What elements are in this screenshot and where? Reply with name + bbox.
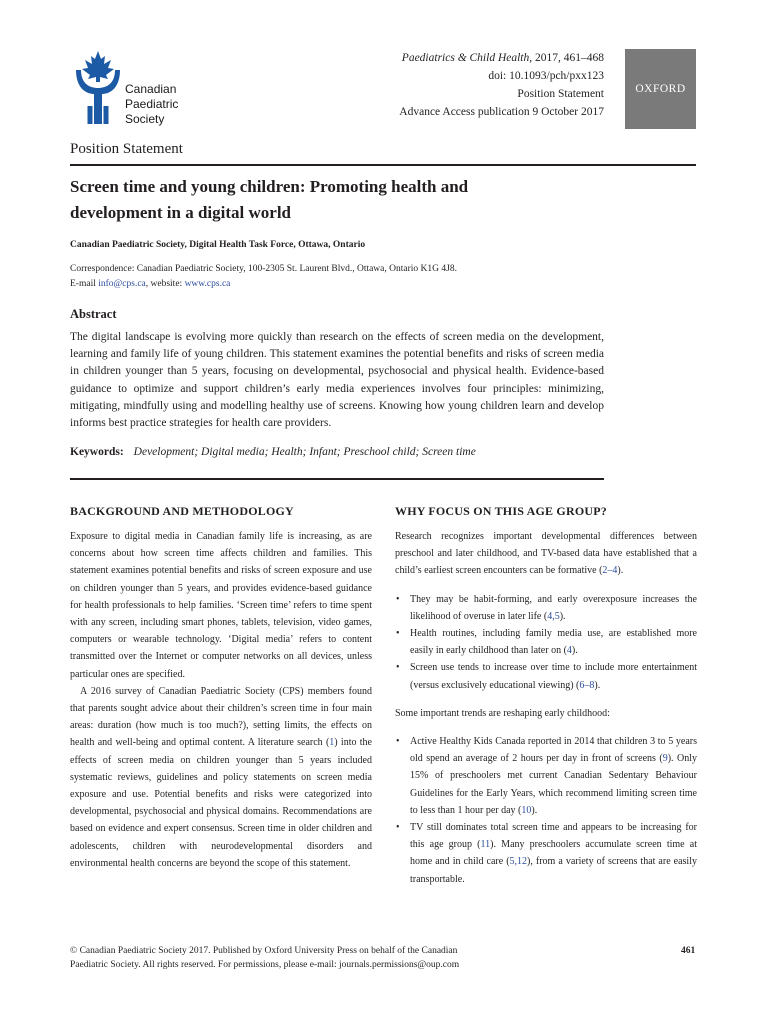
bullet-icon: • bbox=[396, 593, 400, 605]
list-item-text-b: ). bbox=[559, 610, 566, 622]
copyright-line-2: Paediatric Society. All rights reserved. For permissions, please e-mail: journals.permissions@oup.com bbox=[70, 960, 460, 971]
background-paragraph-1: Exposure to digital media in Canadian family life is increasing, as are concerns about how screen time affects children and families. This statement examines potential benefits and risks of screen exposure and use on children younger than 5 years, and provides evidence-based guidance for health professionals to help families. ‘Screen time’ refers to time spent with any screen, including smart phones, tablets, television, video games, computers or wearable technology. ‘Digital media’ refers to content transmitted over the Internet or computer networks on all devices, unless particular ones are specified. bbox=[70, 531, 372, 680]
bullet-icon: • bbox=[396, 822, 400, 834]
reasons-list bbox=[395, 591, 697, 694]
list-item-text-a: They may be habit-forming, and early overexposure increases the likelihood of overuse in later life ( bbox=[410, 593, 697, 622]
reference-link[interactable]: 2–4 bbox=[602, 565, 618, 577]
contact-line bbox=[70, 277, 457, 292]
website-link[interactable]: www.cps.ca bbox=[184, 279, 231, 289]
bullet-icon: • bbox=[396, 736, 400, 748]
trends-list bbox=[395, 733, 697, 888]
list-item-text-a: Screen use tends to increase over time to include more entertainment (versus exclusively educational viewing) ( bbox=[410, 662, 697, 691]
reference-link[interactable]: 5,12 bbox=[509, 856, 528, 868]
correspondence bbox=[70, 262, 457, 292]
keywords bbox=[70, 446, 476, 458]
logo-line-3: Society bbox=[125, 112, 165, 126]
reference-link[interactable]: 4,5 bbox=[547, 610, 560, 622]
list-item bbox=[395, 625, 697, 659]
journal-citation-line bbox=[399, 49, 604, 67]
abstract-heading: Abstract bbox=[70, 307, 117, 321]
reference-link[interactable]: 6–8 bbox=[579, 679, 595, 691]
page-number: 461 bbox=[681, 946, 696, 956]
article-title bbox=[70, 174, 610, 226]
title-line-2: development in a digital world bbox=[70, 203, 292, 222]
trend-text-m: ). Only 15% of preschoolers met current Canadian Sedentary Behaviour Guidelines for the Early Years, which recommend limiting screen time to less than 1 hour per day ( bbox=[410, 753, 697, 816]
reference-link[interactable]: 1 bbox=[329, 737, 335, 749]
list-item-text-a: Health routines, including family media use, are established more easily in early childhood than later on ( bbox=[410, 628, 697, 657]
article-type: Position Statement bbox=[517, 88, 604, 100]
para2-text-b: ) into the effects of screen media on children younger than 5 years included systematic reviews, guidelines and policy statements on screen media exposure and use. Potential benefits and risks were categorized into developmental, psychosocial and physical domains. Recommendations are based on evidence and expert consensus. Screen time in older children and adolescents, children with neurodevelopmental disorders and environmental health concerns are beyond the scope of this statement. bbox=[70, 737, 372, 869]
trend-text-b: ), from a variety of screens that are easily transportable. bbox=[410, 856, 697, 885]
logo-line-1: Canadian bbox=[125, 82, 177, 96]
list-item bbox=[395, 591, 697, 625]
list-item bbox=[395, 659, 697, 693]
reference-link[interactable]: 9 bbox=[662, 753, 668, 765]
logo-wordmark bbox=[125, 82, 178, 127]
website-prefix: , website: bbox=[145, 279, 185, 289]
keywords-label: Keywords: bbox=[70, 446, 124, 458]
trend-text-b: ). bbox=[531, 804, 538, 816]
journal-name: Paediatrics & Child Health bbox=[401, 52, 530, 64]
background-paragraph-2 bbox=[70, 683, 372, 872]
right-column bbox=[395, 503, 697, 888]
abstract-divider bbox=[70, 478, 604, 480]
journal-citation: , 2017, 461–468 bbox=[529, 52, 604, 64]
bullet-icon: • bbox=[396, 628, 400, 640]
left-column bbox=[70, 503, 372, 872]
logo-line-2: Paediatric bbox=[125, 97, 179, 111]
correspondence-address: Correspondence: Canadian Paediatric Society, 100-2305 St. Laurent Blvd., Ottawa, Ontario K1G 4J8. bbox=[70, 264, 457, 274]
keywords-list: Development; Digital media; Health; Infant; Preschool child; Screen time bbox=[133, 446, 476, 458]
copyright-footer bbox=[70, 944, 459, 973]
intro-text-b: ). bbox=[617, 565, 624, 577]
oxford-badge: OXFORD bbox=[625, 49, 696, 129]
copyright-line-1: © Canadian Paediatric Society 2017. Published by Oxford University Press on behalf of the Canadian bbox=[70, 946, 458, 956]
header-divider bbox=[70, 164, 696, 166]
bullet-icon: • bbox=[396, 662, 400, 674]
email-link[interactable]: info@cps.ca bbox=[98, 279, 146, 289]
trend-text-m: ). Many preschoolers accumulate screen time at home and in child care ( bbox=[410, 839, 697, 868]
para2-text-a: A 2016 survey of Canadian Paediatric Society (CPS) members found that parents sought advice about their children’s screen time in four main areas: duration (how much is too much?), setting limits, the effects on health and well-being and optimal content. A literature search ( bbox=[70, 685, 372, 749]
list-item bbox=[395, 733, 697, 819]
list-item bbox=[395, 819, 697, 888]
age-group-intro bbox=[395, 528, 697, 580]
trends-intro: Some important trends are reshaping early childhood: bbox=[395, 707, 610, 719]
reference-link[interactable]: 11 bbox=[480, 839, 491, 851]
title-line-1: Screen time and young children: Promoting health and bbox=[70, 177, 469, 196]
trend-text-a: Active Healthy Kids Canada reported in 2014 that children 3 to 5 years old spend an average of 2 hours per day in front of screens ( bbox=[410, 736, 697, 765]
background-heading: BACKGROUND AND METHODOLOGY bbox=[70, 504, 294, 518]
section-label: Position Statement bbox=[70, 141, 183, 157]
intro-text-a: Research recognizes important developmental differences between preschool and later childhood, and TV-based data have established that a child’s earliest screen encounters can be formative ( bbox=[395, 531, 697, 577]
age-group-heading: WHY FOCUS ON THIS AGE GROUP? bbox=[395, 504, 607, 518]
authors: Canadian Paediatric Society, Digital Health Task Force, Ottawa, Ontario bbox=[70, 240, 366, 250]
list-item-text-b: ). bbox=[594, 679, 601, 691]
reference-link[interactable]: 4 bbox=[566, 645, 572, 657]
trend-text-a: TV still dominates total screen time and appears to be increasing for this age group ( bbox=[410, 822, 697, 851]
list-item-text-b: ). bbox=[571, 645, 578, 657]
email-prefix: E-mail bbox=[70, 279, 99, 289]
access-note: Advance Access publication 9 October 2017 bbox=[399, 106, 604, 118]
doi[interactable]: doi: 10.1093/pch/pxx123 bbox=[488, 70, 604, 82]
reference-link[interactable]: 10 bbox=[521, 804, 532, 816]
abstract-text: The digital landscape is evolving more quickly than research on the effects of screen media on the development, learning and family life of young children. This statement examines the potential benefits and risks of screen media in children younger than 5 years, focusing on developmental, psychosocial and physical health. Evidence-based guidance to optimize and support children’s early media experiences involves four principles: minimizing, mitigating, mindfully using and modelling healthy use of screens. Knowing how young children learn and develop informs best practice strategies for health care providers. bbox=[70, 331, 604, 430]
journal-meta bbox=[399, 49, 604, 121]
